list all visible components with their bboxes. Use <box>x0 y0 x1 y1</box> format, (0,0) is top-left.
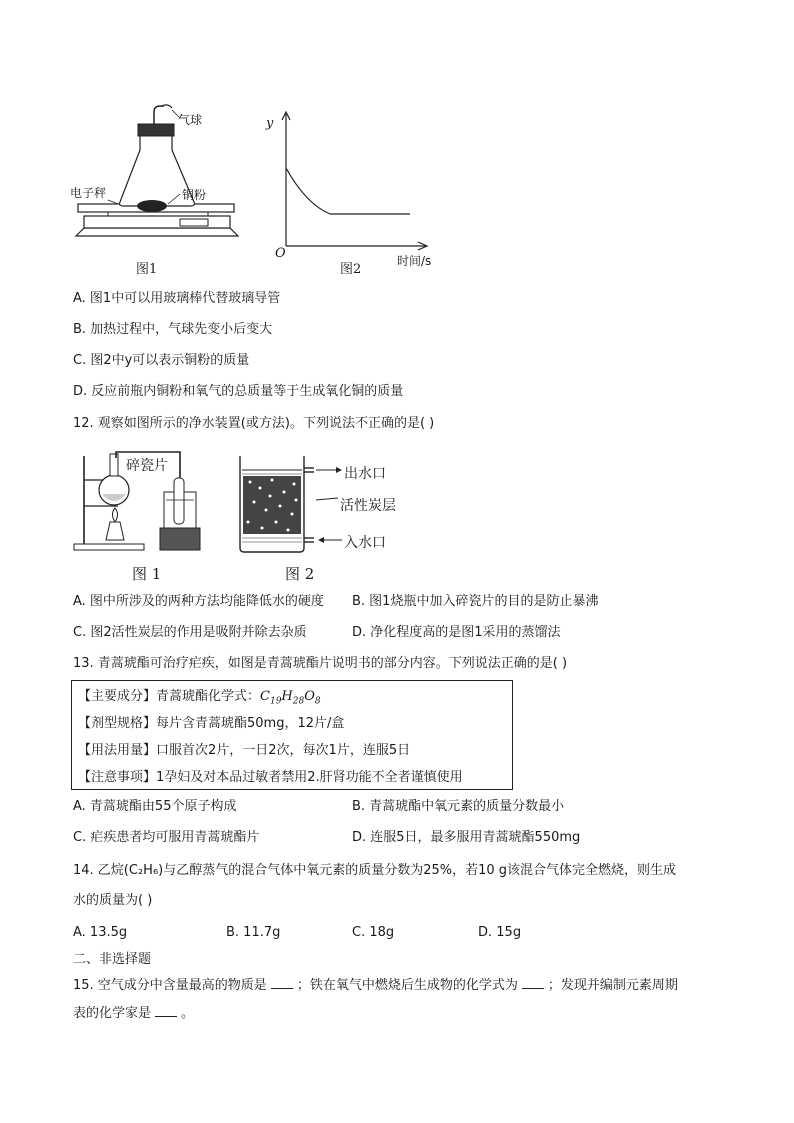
powder-label: 铜粉 <box>182 188 207 202</box>
q14-option-d: D. 15g <box>478 925 522 940</box>
section-heading: 二、非选择题 <box>73 952 152 967</box>
q12-stem: 12. 观察如图所示的净水装置(或方法)。下列说法不正确的是( ) <box>73 416 435 431</box>
q12-fig1-caption: 图 1 <box>132 565 162 583</box>
q12-option-a: A. 图中所涉及的两种方法均能降低水的硬度 <box>73 594 324 609</box>
q12-fig2-caption: 图 2 <box>285 565 315 583</box>
q15-line2 <box>73 1004 194 1023</box>
origin-label: O <box>275 246 286 261</box>
q14-stem-line1: 14. 乙烷(C₂H₆)与乙醇蒸气的混合气体中氧元素的质量分数为25%，若10 g该混合气体完全燃烧，则生成 <box>73 863 677 878</box>
q14-option-c: C. 18g <box>352 925 395 940</box>
q14-option-a: A. 13.5g <box>73 925 128 940</box>
q12-option-b: B. 图1烧瓶中加入碎瓷片的目的是防止暴沸 <box>352 594 599 609</box>
chips-label: 碎瓷片 <box>126 458 168 474</box>
y-time-graph <box>270 108 440 258</box>
q11-option-d: D. 反应前瓶内铜粉和氧气的总质量等于生成氧化铜的质量 <box>73 384 404 399</box>
answer-blank-2[interactable] <box>522 976 544 989</box>
q11-option-a: A. 图1中可以用玻璃棒代替玻璃导管 <box>73 291 281 306</box>
q12-option-d: D. 净化程度高的是图1采用的蒸馏法 <box>352 625 561 640</box>
box-line-notes: 【注意事项】1孕妇及对本品过敏者禁用2.肝肾功能不全者谨慎使用 <box>78 770 463 785</box>
q11-option-b: B. 加热过程中，气球先变小后变大 <box>73 322 273 337</box>
fig2-caption: 图2 <box>340 262 362 277</box>
formula: $C_{19}H_{28}O_8$ <box>260 689 321 707</box>
q15-part3: ；发现并编制元素周期 <box>547 978 678 993</box>
q13-option-c: C. 疟疾患者均可服用青蒿琥酯片 <box>73 830 260 845</box>
carbon-filter-apparatus <box>236 452 316 554</box>
fig1-caption: 图1 <box>136 262 158 277</box>
answer-blank-3[interactable] <box>155 1004 177 1017</box>
q15-part1: 15. 空气成分中含量最高的物质是 <box>73 978 267 993</box>
scale-label: 电子秤 <box>70 186 107 200</box>
y-axis-label: y <box>266 116 274 131</box>
q15-line1 <box>73 976 678 995</box>
q15-line2-text: 表的化学家是 <box>73 1006 152 1021</box>
balloon-label: 气球 <box>178 113 203 127</box>
composition-text: 【主要成分】青蒿琥酯化学式： <box>78 689 261 704</box>
q14-stem-line2: 水的质量为( ) <box>73 893 153 908</box>
outlet-label: 出水口 <box>344 466 386 482</box>
q13-stem: 13. 青蒿琥酯可治疗疟疾，如图是青蒿琥酯片说明书的部分内容。下列说法正确的是( ) <box>73 656 568 671</box>
carbon-layer-label: 活性炭层 <box>340 498 396 514</box>
q13-option-d: D. 连服5日，最多服用青蒿琥酯550mg <box>352 830 581 845</box>
q14-option-b: B. 11.7g <box>226 925 281 940</box>
q11-option-c: C. 图2中y可以表示铜粉的质量 <box>73 353 250 368</box>
box-line-dosage: 【用法用量】口服首次2片，一日2次，每次1片，连服5日 <box>78 743 411 758</box>
flask-scale-diagram <box>68 104 248 254</box>
box-line-composition <box>78 685 321 707</box>
answer-blank-1[interactable] <box>271 976 293 989</box>
q15-part2: ；铁在氧气中燃烧后生成物的化学式为 <box>296 978 518 993</box>
q13-option-a: A. 青蒿琥酯由55个原子构成 <box>73 799 237 814</box>
q12-option-c: C. 图2活性炭层的作用是吸附并除去杂质 <box>73 625 307 640</box>
q15-line2-end: 。 <box>181 1006 195 1021</box>
inlet-label: 入水口 <box>344 535 386 551</box>
x-axis-label: 时间/s <box>397 254 432 268</box>
box-line-spec: 【剂型规格】每片含青蒿琥酯50mg，12片/盒 <box>78 716 345 731</box>
q13-option-b: B. 青蒿琥酯中氧元素的质量分数最小 <box>352 799 565 814</box>
instruction-box <box>71 680 513 790</box>
